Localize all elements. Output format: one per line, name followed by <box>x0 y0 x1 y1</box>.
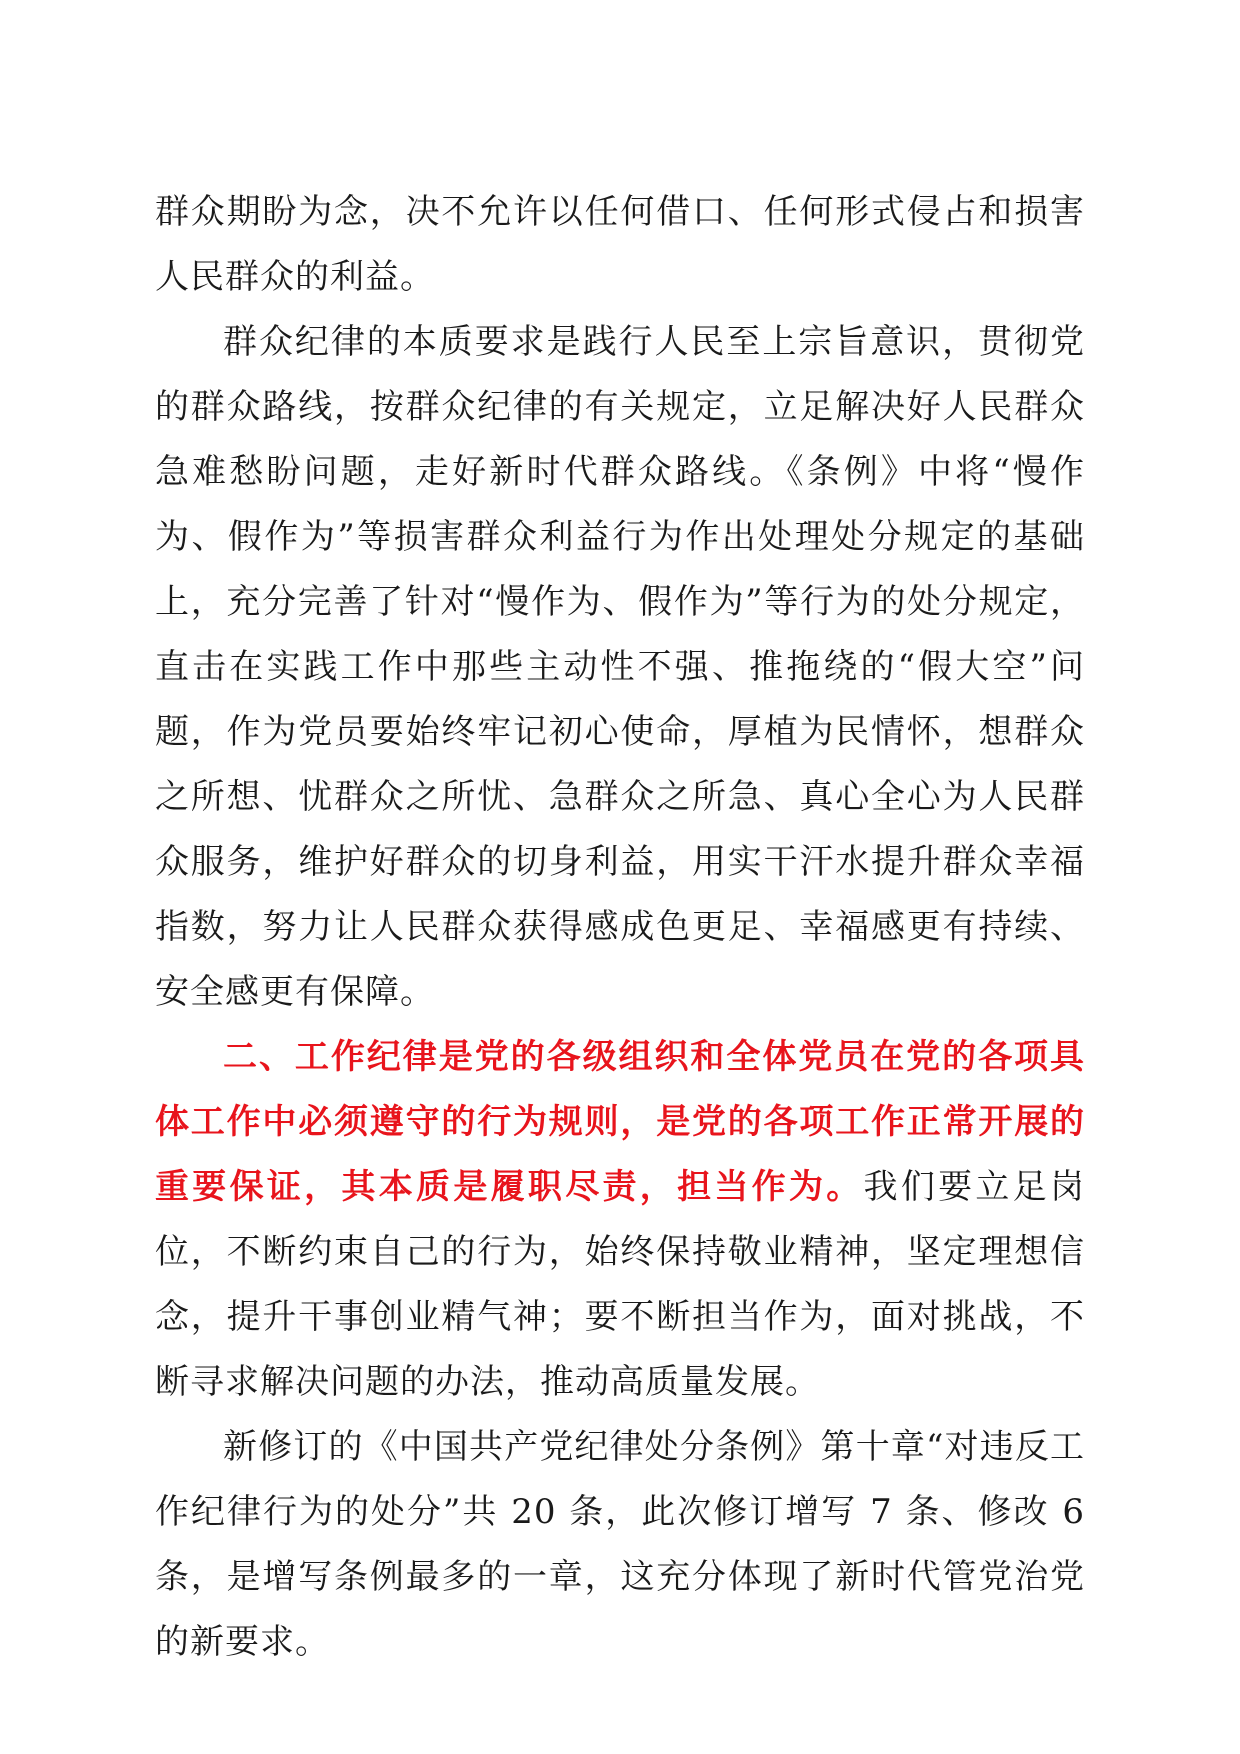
paragraph-continuation: 群众期盼为念，决不允许以任何借口、任何形式侵占和损害人民群众的利益。 <box>155 192 1085 297</box>
paragraph-mass-discipline: 群众纪律的本质要求是践行人民至上宗旨意识，贯彻党的群众路线，按群众纪律的有关规定，立足解决好人民群众急难愁盼问题，走好新时代群众路线。《条例》中将“慢作为、假作为”等损害群众利益行为作出处理处分规定的基础上，充分完善了针对“慢作为、假作为”等行为的处分规定，直击在实践工作中那些主动性不强、推拖绕的“假大空”问题，作为党员要始终牢记初心使命，厚植为民情怀，想群众之所想、忧群众之所忧、急群众之所急、真心全心为人民群众服务，维护好群众的切身利益，用实干汗水提升群众幸福指数，努力让人民群众获得感成色更足、幸福感更有持续、安全感更有保障。 <box>155 322 1085 1012</box>
paragraph-regulation-revision: 新修订的《中国共产党纪律处分条例》第十章“对违反工作纪律行为的处分”共 20 条，此次修订增写 7 条、修改 6 条，是增写条例最多的一章，这充分体现了新时代管党治党的新要求。 <box>155 1427 1085 1662</box>
document-page <box>155 180 1085 1675</box>
section-heading-highlight: 二、工作纪律是党的各级组织和全体党员在党的各项具体工作中必须遵守的行为规则，是党的各项工作正常开展的重要保证，其本质是履职尽责，担当作为。 <box>155 1037 1085 1207</box>
paragraph-work-discipline <box>155 1025 1085 1415</box>
paragraph-work-discipline-body: 我们要立足岗位，不断约束自己的行为，始终保持敬业精神，坚定理想信念，提升干事创业精气神；要不断担当作为，面对挑战，不断寻求解决问题的办法，推动高质量发展。 <box>155 1167 1086 1402</box>
